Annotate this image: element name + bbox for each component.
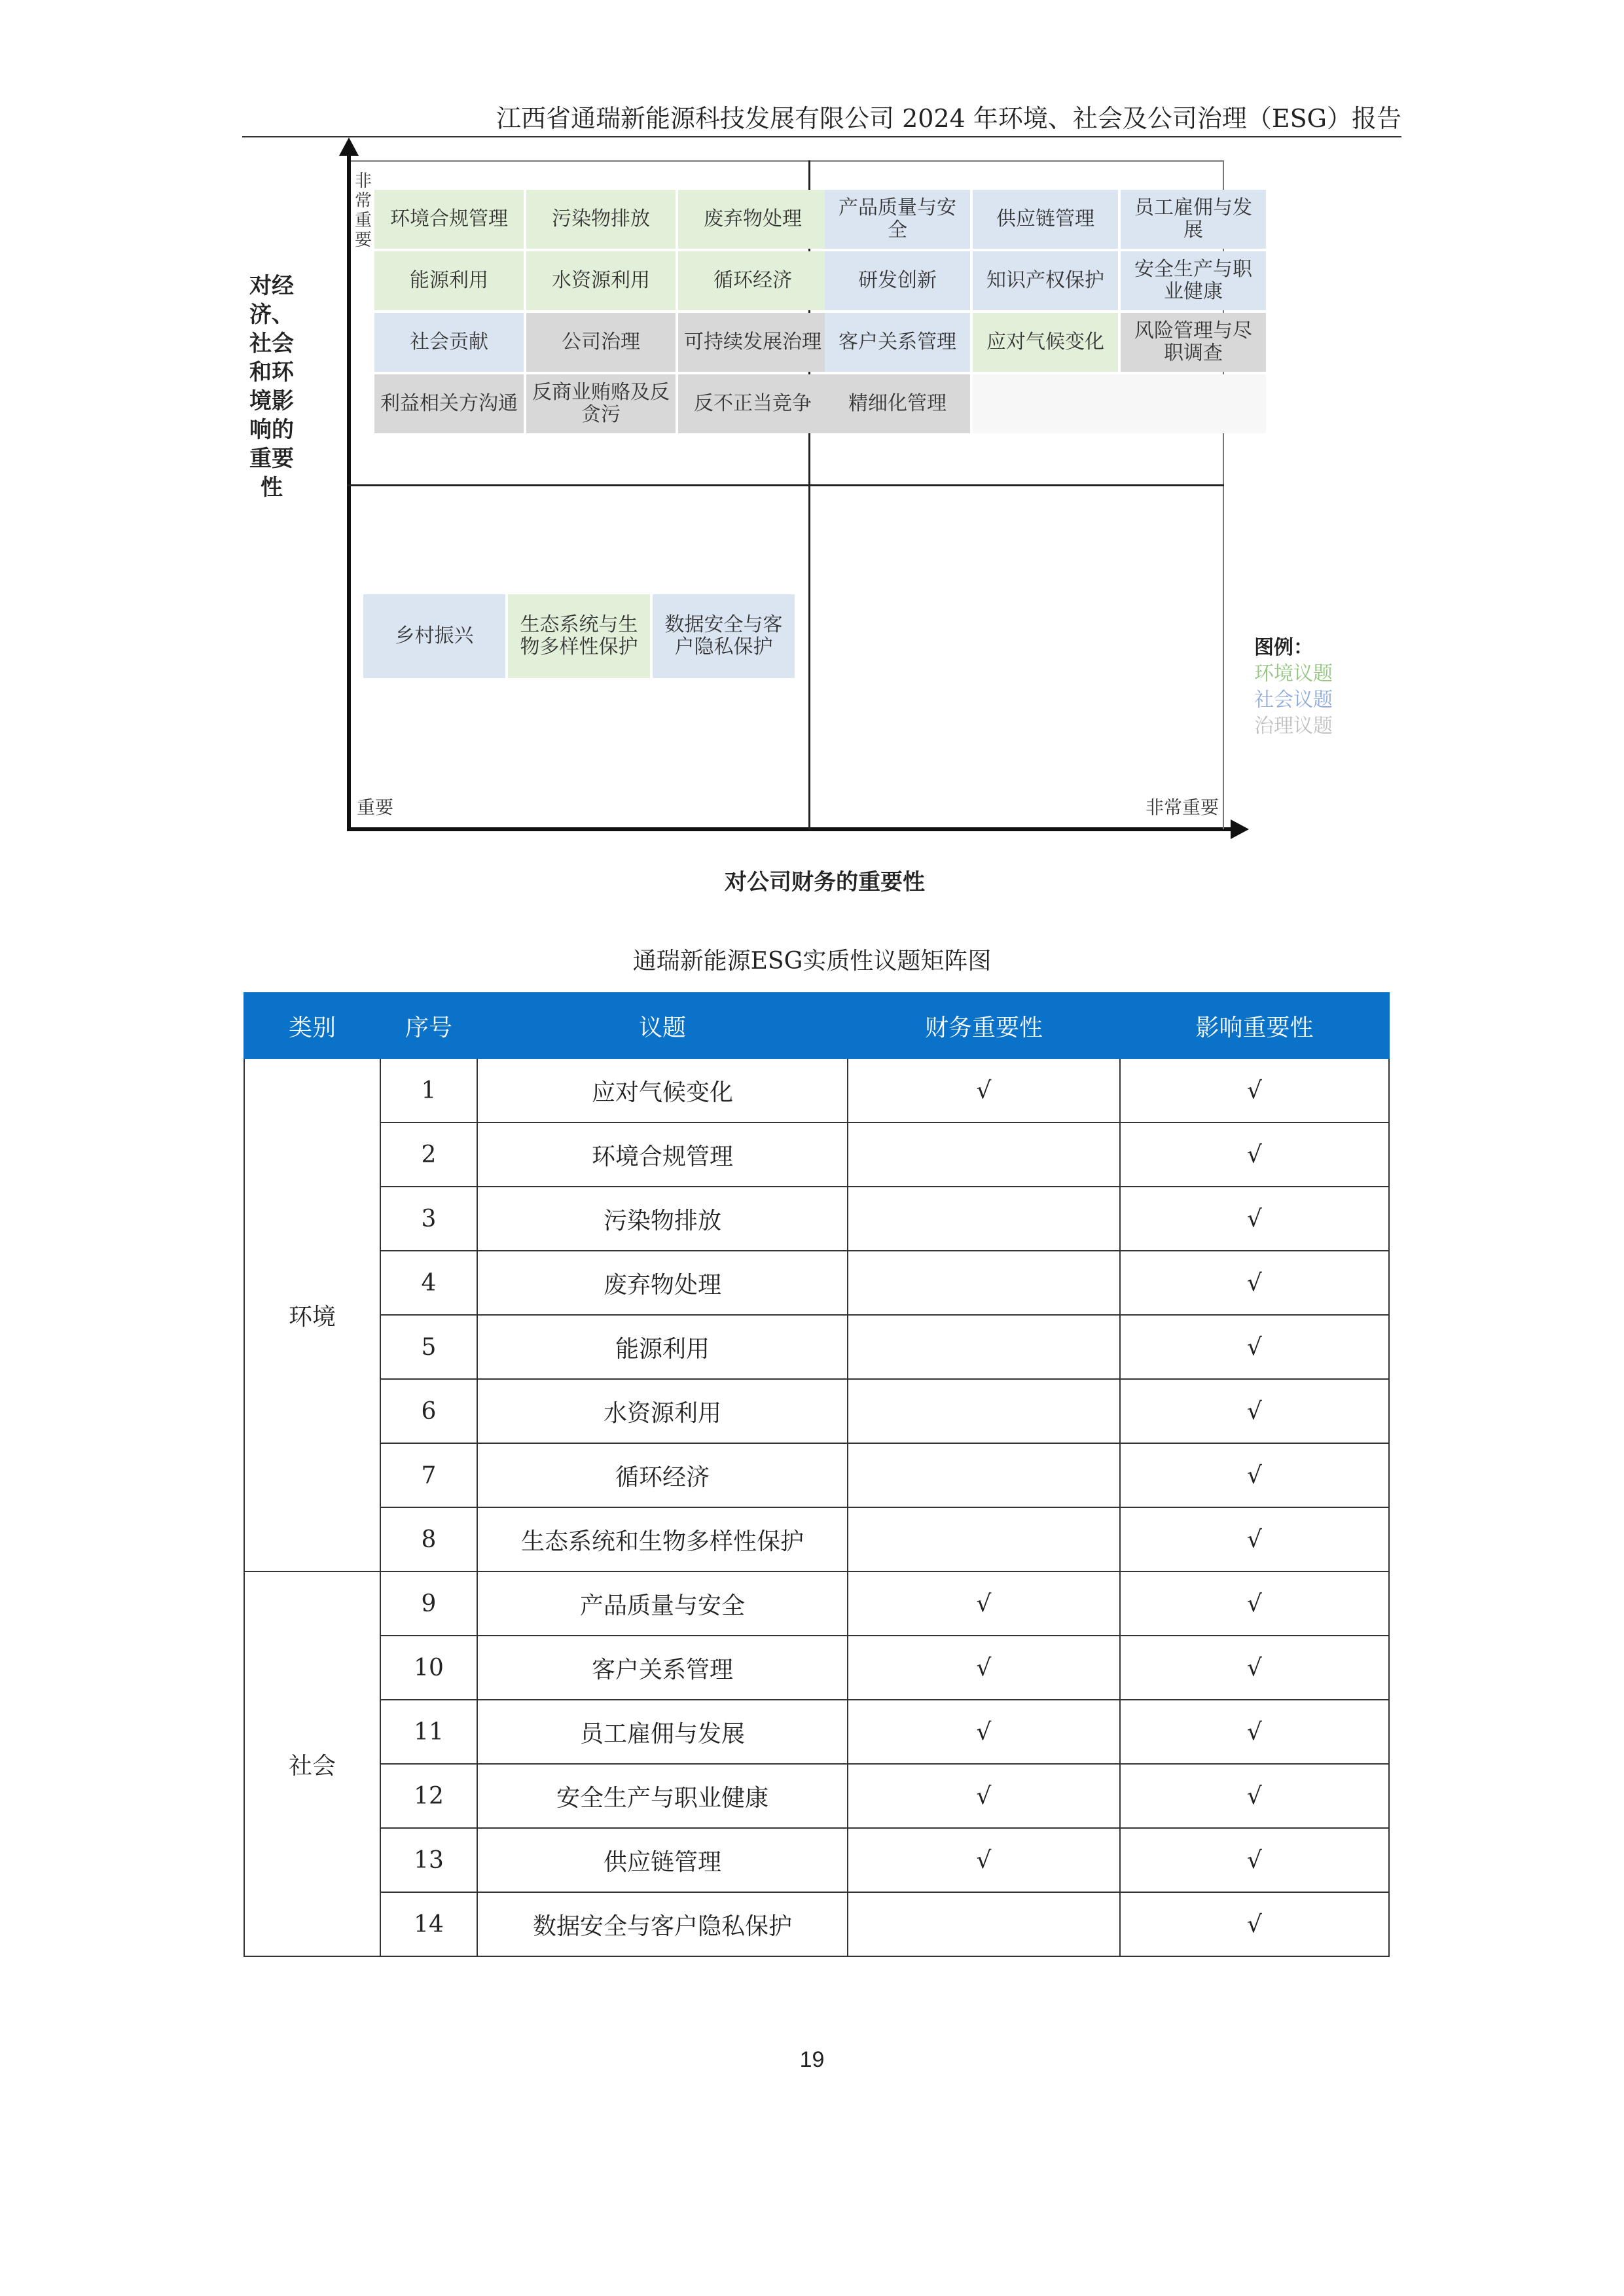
impact-materiality-cell: √ xyxy=(1120,1892,1389,1956)
top-left-topic-cell: 污染物排放 xyxy=(526,190,676,249)
report-header-title: 江西省通瑞新能源科技发展有限公司 2024 年环境、社会及公司治理（ESG）报告 xyxy=(496,104,1401,133)
financial-materiality-cell xyxy=(848,1251,1120,1315)
number-cell: 7 xyxy=(380,1443,477,1507)
topic-cell: 产品质量与安全 xyxy=(477,1571,848,1636)
impact-materiality-cell: √ xyxy=(1120,1443,1389,1507)
legend-item-social: 社会议题 xyxy=(1254,689,1333,711)
x-axis-line xyxy=(347,827,1237,831)
legend-item-environment: 环境议题 xyxy=(1254,662,1333,685)
table-row xyxy=(244,1764,1389,1828)
topic-cell: 数据安全与客户隐私保护 xyxy=(477,1892,848,1956)
number-cell: 13 xyxy=(380,1828,477,1892)
number-cell: 14 xyxy=(380,1892,477,1956)
table-row xyxy=(244,1571,1389,1636)
topic-cell: 生态系统和生物多样性保护 xyxy=(477,1507,848,1571)
matrix-legend xyxy=(1254,635,1333,740)
top-right-topic-cell: 安全生产与职业健康 xyxy=(1121,251,1266,310)
impact-materiality-cell: √ xyxy=(1120,1187,1389,1251)
impact-materiality-cell: √ xyxy=(1120,1379,1389,1443)
quadrant-horizontal-divider xyxy=(347,484,1224,486)
header-number: 序号 xyxy=(380,993,477,1058)
table-row xyxy=(244,1187,1389,1251)
impact-materiality-cell: √ xyxy=(1120,1122,1389,1187)
y-axis-line xyxy=(347,151,351,831)
table-body xyxy=(244,1058,1389,1956)
header-topic: 议题 xyxy=(477,993,848,1058)
topic-cell: 供应链管理 xyxy=(477,1828,848,1892)
header-financial-materiality: 财务重要性 xyxy=(848,993,1120,1058)
impact-materiality-cell: √ xyxy=(1120,1636,1389,1700)
top-left-topic-cell: 公司治理 xyxy=(526,313,676,372)
top-right-topic-cell: 风险管理与尽职调查 xyxy=(1121,313,1266,372)
quadrant-top-border xyxy=(351,160,1224,162)
header-category: 类别 xyxy=(244,993,380,1058)
table-row xyxy=(244,1058,1389,1122)
topic-cell: 污染物排放 xyxy=(477,1187,848,1251)
empty-cell-area xyxy=(973,374,1266,433)
bottom-left-topic-cell: 生态系统与生物多样性保护 xyxy=(508,594,650,678)
material-topics-table xyxy=(244,992,1390,1957)
x-low-label: 重要 xyxy=(357,797,394,818)
table-row xyxy=(244,1251,1389,1315)
x-axis-arrow xyxy=(1231,819,1249,839)
number-cell: 6 xyxy=(380,1379,477,1443)
financial-materiality-cell xyxy=(848,1315,1120,1379)
top-right-topic-cell: 客户关系管理 xyxy=(825,313,970,372)
top-left-topic-cell: 反不正当竞争 xyxy=(678,374,827,433)
table-header-row xyxy=(244,993,1389,1058)
number-cell: 10 xyxy=(380,1636,477,1700)
impact-materiality-cell: √ xyxy=(1120,1507,1389,1571)
topic-cell: 循环经济 xyxy=(477,1443,848,1507)
financial-materiality-cell: √ xyxy=(848,1636,1120,1700)
impact-materiality-cell: √ xyxy=(1120,1315,1389,1379)
topic-cell: 客户关系管理 xyxy=(477,1636,848,1700)
number-cell: 11 xyxy=(380,1700,477,1764)
financial-materiality-cell xyxy=(848,1507,1120,1571)
financial-materiality-cell: √ xyxy=(848,1700,1120,1764)
topic-cell: 员工雇佣与发展 xyxy=(477,1700,848,1764)
table-row xyxy=(244,1122,1389,1187)
top-right-topic-cell: 知识产权保护 xyxy=(973,251,1118,310)
table-row xyxy=(244,1636,1389,1700)
top-left-topic-cell: 社会贡献 xyxy=(374,313,524,372)
financial-materiality-cell xyxy=(848,1443,1120,1507)
table-row xyxy=(244,1315,1389,1379)
number-cell: 5 xyxy=(380,1315,477,1379)
number-cell: 12 xyxy=(380,1764,477,1828)
figure-caption: 通瑞新能源ESG实质性议题矩阵图 xyxy=(632,948,992,975)
financial-materiality-cell xyxy=(848,1187,1120,1251)
table-row xyxy=(244,1443,1389,1507)
top-left-topic-cell: 能源利用 xyxy=(374,251,524,310)
header-impact-materiality: 影响重要性 xyxy=(1120,993,1389,1058)
financial-materiality-cell: √ xyxy=(848,1764,1120,1828)
top-left-topic-cell: 废弃物处理 xyxy=(678,190,827,249)
legend-title: 图例： xyxy=(1254,636,1313,659)
financial-materiality-cell xyxy=(848,1379,1120,1443)
impact-materiality-cell: √ xyxy=(1120,1251,1389,1315)
category-cell: 环境 xyxy=(244,1058,380,1571)
top-right-topic-cell: 供应链管理 xyxy=(973,190,1118,249)
bottom-left-topic-cell: 数据安全与客户隐私保护 xyxy=(653,594,795,678)
table-row xyxy=(244,1700,1389,1764)
top-left-topic-cell: 环境合规管理 xyxy=(374,190,524,249)
category-cell: 社会 xyxy=(244,1571,380,1956)
x-axis-label: 对公司财务的重要性 xyxy=(725,869,925,895)
topic-cell: 能源利用 xyxy=(477,1315,848,1379)
top-right-topic-cell: 员工雇佣与发展 xyxy=(1121,190,1266,249)
top-left-topic-cell: 水资源利用 xyxy=(526,251,676,310)
top-left-topic-cell: 利益相关方沟通 xyxy=(374,374,524,433)
financial-materiality-cell: √ xyxy=(848,1828,1120,1892)
number-cell: 8 xyxy=(380,1507,477,1571)
impact-materiality-cell: √ xyxy=(1120,1700,1389,1764)
topic-cell: 水资源利用 xyxy=(477,1379,848,1443)
topic-cell: 废弃物处理 xyxy=(477,1251,848,1315)
table-row xyxy=(244,1507,1389,1571)
financial-materiality-cell: √ xyxy=(848,1571,1120,1636)
table-row xyxy=(244,1892,1389,1956)
top-right-topic-cell: 产品质量与安全 xyxy=(825,190,970,249)
legend-item-governance: 治理议题 xyxy=(1254,715,1333,738)
top-right-topic-cell: 研发创新 xyxy=(825,251,970,310)
number-cell: 2 xyxy=(380,1122,477,1187)
impact-materiality-cell: √ xyxy=(1120,1058,1389,1122)
topic-cell: 应对气候变化 xyxy=(477,1058,848,1122)
materiality-matrix xyxy=(249,137,1362,923)
top-left-topic-cell: 反商业贿赂及反贪污 xyxy=(526,374,676,433)
number-cell: 9 xyxy=(380,1571,477,1636)
number-cell: 1 xyxy=(380,1058,477,1122)
y-axis-label: 对经济、社会和环境影响的重要性 xyxy=(249,273,294,501)
bottom-left-topic-cell: 乡村振兴 xyxy=(363,594,505,678)
topic-cell: 安全生产与职业健康 xyxy=(477,1764,848,1828)
page-number: 19 xyxy=(799,2047,825,2072)
table-row xyxy=(244,1379,1389,1443)
top-right-topic-cell: 精细化管理 xyxy=(825,374,970,433)
top-left-topic-cell: 可持续发展治理 xyxy=(678,313,827,372)
financial-materiality-cell xyxy=(848,1122,1120,1187)
top-left-topic-cell: 循环经济 xyxy=(678,251,827,310)
impact-materiality-cell: √ xyxy=(1120,1571,1389,1636)
financial-materiality-cell: √ xyxy=(848,1058,1120,1122)
top-right-topic-cell: 应对气候变化 xyxy=(973,313,1118,372)
table-row xyxy=(244,1828,1389,1892)
x-high-label: 非常重要 xyxy=(1146,797,1219,818)
impact-materiality-cell: √ xyxy=(1120,1828,1389,1892)
topic-cell: 环境合规管理 xyxy=(477,1122,848,1187)
impact-materiality-cell: √ xyxy=(1120,1764,1389,1828)
number-cell: 3 xyxy=(380,1187,477,1251)
y-high-label: 非常重要 xyxy=(354,171,372,250)
number-cell: 4 xyxy=(380,1251,477,1315)
financial-materiality-cell xyxy=(848,1892,1120,1956)
